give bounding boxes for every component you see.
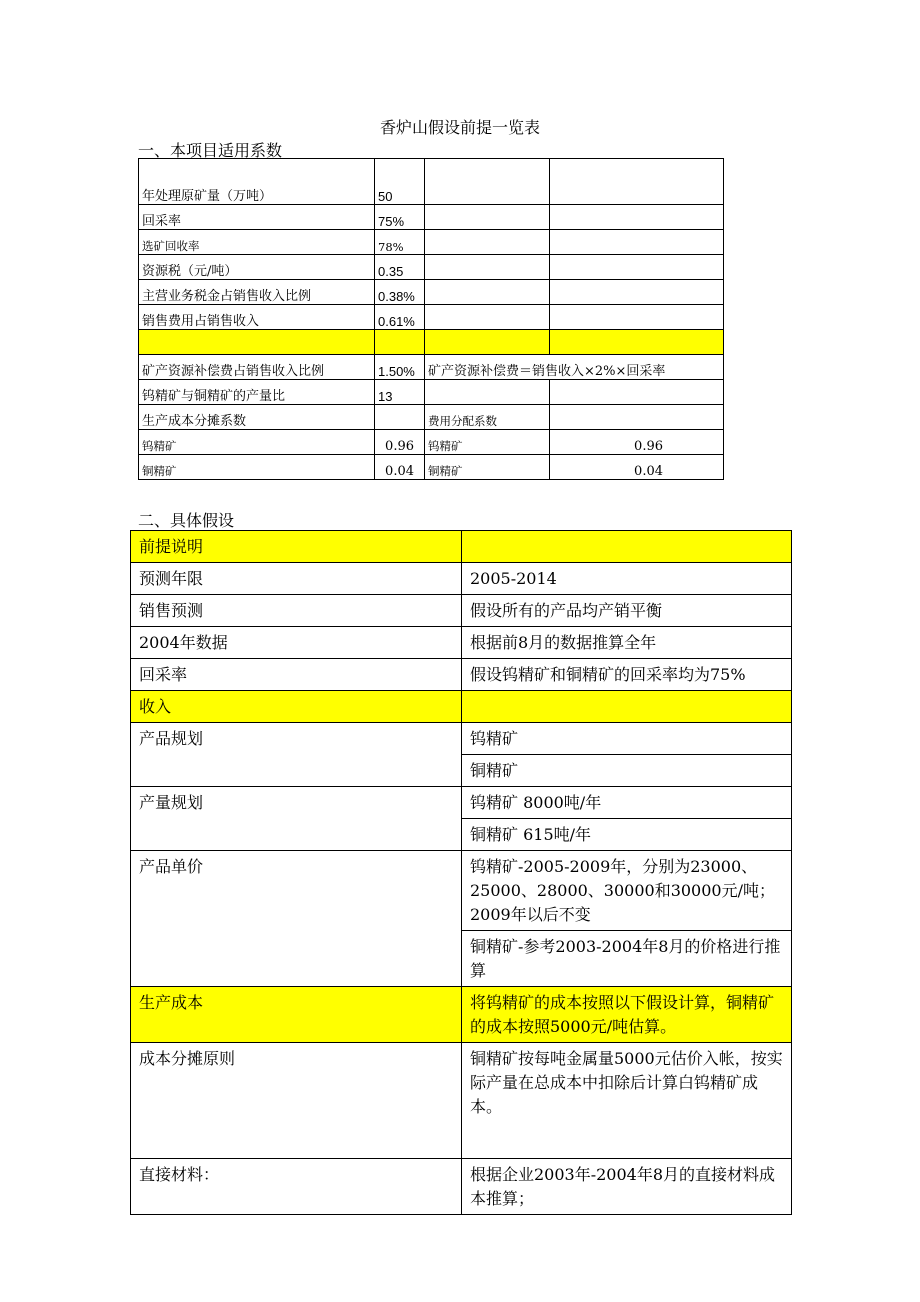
- alloc-item-value: 0.04: [375, 455, 425, 480]
- row-value: 假设所有的产品均产销平衡: [462, 595, 792, 627]
- row-value: 78%: [375, 230, 425, 255]
- row-value: 2005-2014: [462, 563, 792, 595]
- row-label: 主营业务税金占销售收入比例: [139, 280, 375, 305]
- table-row: [131, 851, 792, 931]
- table-row: [131, 987, 792, 1043]
- alloc-item-name: 钨精矿: [139, 430, 375, 455]
- row-label: 预测年限: [131, 563, 462, 595]
- row-value: 1.50%: [375, 355, 425, 380]
- row-label: 选矿回收率: [139, 230, 375, 255]
- table-row: [131, 659, 792, 691]
- row-value: 0.35: [375, 255, 425, 280]
- row-value: 钨精矿-2005-2009年，分别为23000、25000、28000、30000和30000元/吨；2009年以后不变: [462, 851, 792, 931]
- row-label: 销售预测: [131, 595, 462, 627]
- table-row: [139, 405, 724, 430]
- row-label: 成本分摊原则: [131, 1043, 462, 1159]
- table-row: [139, 305, 724, 330]
- table-row: [131, 1159, 792, 1215]
- section1-heading: 一、本项目适用系数: [138, 141, 283, 160]
- row-label: 矿产资源补偿费占销售收入比例: [139, 355, 375, 380]
- table-row: [139, 355, 724, 380]
- formula-note: 矿产资源补偿费＝销售收入×2%×回采率: [425, 355, 724, 380]
- table-row: [131, 531, 792, 563]
- row-value: [462, 691, 792, 723]
- row-value: [462, 531, 792, 563]
- alloc-item-value: 0.96: [375, 430, 425, 455]
- table-row: [139, 255, 724, 280]
- row-label: 钨精矿与铜精矿的产量比: [139, 380, 375, 405]
- fee-item-value: 0.04: [550, 455, 724, 480]
- table-row: [131, 691, 792, 723]
- row-value: 铜精矿按每吨金属量5000元估价入帐，按实际产量在总成本中扣除后计算白钨精矿成本。: [462, 1043, 792, 1159]
- row-label: 直接材料：: [131, 1159, 462, 1215]
- table-row: [139, 380, 724, 405]
- row-label: 产品规划: [131, 723, 462, 787]
- row-label: 前提说明: [131, 531, 462, 563]
- row-label: 回采率: [131, 659, 462, 691]
- table-row: [131, 723, 792, 755]
- table-row: [139, 455, 724, 480]
- row-label: 产量规划: [131, 787, 462, 851]
- table-row: [131, 563, 792, 595]
- row-label: 产品单价: [131, 851, 462, 987]
- row-value: 铜精矿: [462, 755, 792, 787]
- row-value: 假设钨精矿和铜精矿的回采率均为75%: [462, 659, 792, 691]
- row-value: 0.38%: [375, 280, 425, 305]
- row-value: 钨精矿 8000吨/年: [462, 787, 792, 819]
- row-value: 钨精矿: [462, 723, 792, 755]
- table-row: [139, 159, 724, 205]
- table-row: [139, 230, 724, 255]
- table-row: [139, 430, 724, 455]
- row-value: 铜精矿 615吨/年: [462, 819, 792, 851]
- row-label: 资源税（元/吨）: [139, 255, 375, 280]
- row-label: 2004年数据: [131, 627, 462, 659]
- table-row: [131, 787, 792, 819]
- row-value: 13: [375, 380, 425, 405]
- coefficient-table: [138, 158, 724, 480]
- row-label: 年处理原矿量（万吨）: [139, 159, 375, 205]
- alloc-label: 生产成本分摊系数: [139, 405, 375, 430]
- fee-item-name: 铜精矿: [425, 455, 550, 480]
- table-row: [131, 627, 792, 659]
- assumption-table: [130, 530, 792, 1215]
- alloc-item-name: 铜精矿: [139, 455, 375, 480]
- row-label: 回采率: [139, 205, 375, 230]
- row-value: 铜精矿-参考2003-2004年8月的价格进行推算: [462, 931, 792, 987]
- row-value: 根据前8月的数据推算全年: [462, 627, 792, 659]
- row-label: 生产成本: [131, 987, 462, 1043]
- table-row: [131, 1043, 792, 1159]
- highlight-row: [139, 330, 724, 355]
- fee-item-name: 钨精矿: [425, 430, 550, 455]
- section2-heading: 二、具体假设: [138, 511, 235, 530]
- row-value: 75%: [375, 205, 425, 230]
- row-label: 收入: [131, 691, 462, 723]
- row-value: 将钨精矿的成本按照以下假设计算，铜精矿的成本按照5000元/吨估算。: [462, 987, 792, 1043]
- row-value: 50: [375, 159, 425, 205]
- fee-item-value: 0.96: [550, 430, 724, 455]
- row-value: 0.61%: [375, 305, 425, 330]
- table-row: [139, 280, 724, 305]
- table-row: [131, 595, 792, 627]
- table-row: [139, 205, 724, 230]
- page-title: 香炉山假设前提一览表: [379, 118, 540, 137]
- row-label: 销售费用占销售收入: [139, 305, 375, 330]
- row-value: 根据企业2003年-2004年8月的直接材料成本推算；: [462, 1159, 792, 1215]
- fee-alloc-label: 费用分配系数: [425, 405, 550, 430]
